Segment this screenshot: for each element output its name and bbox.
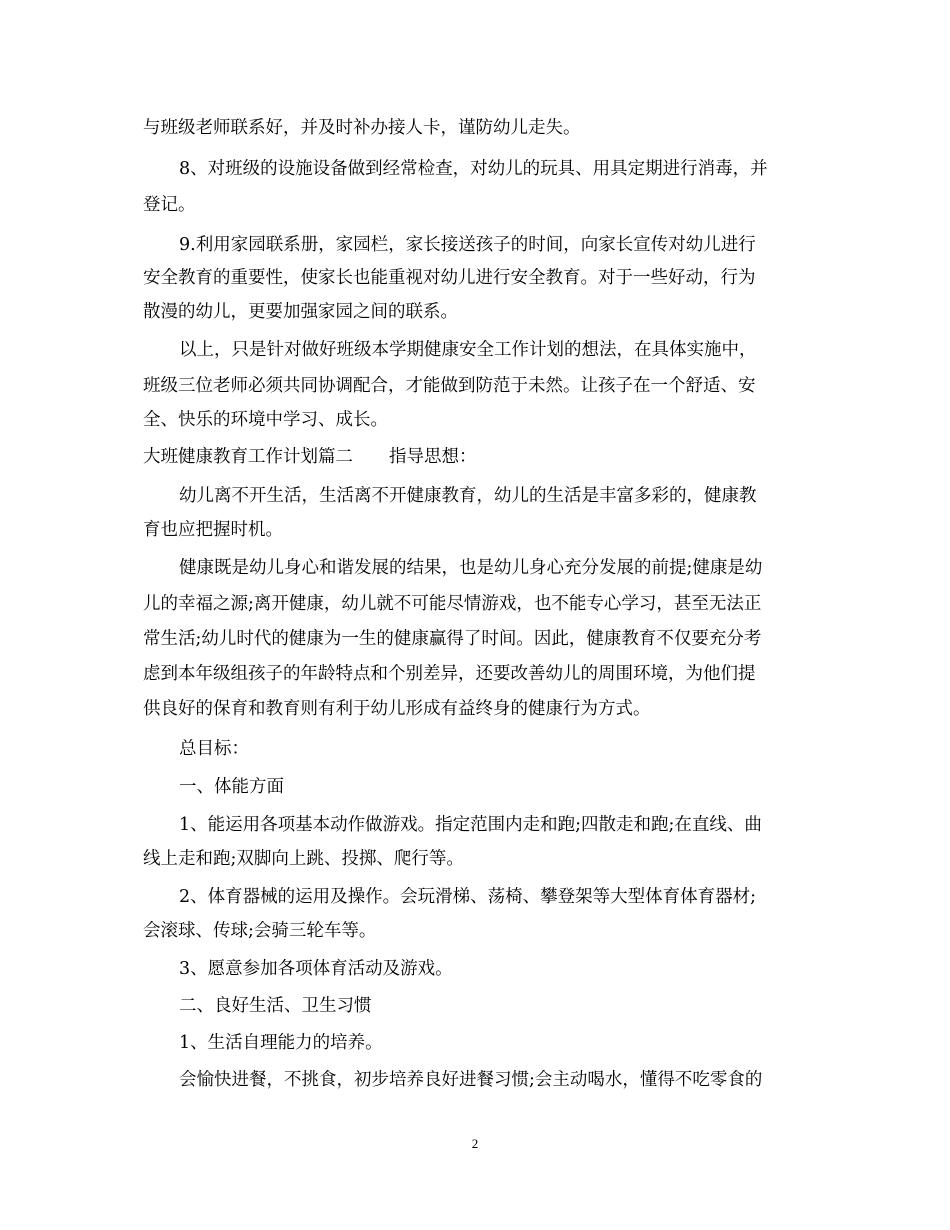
text-line: 安全教育的重要性，使家长也能重视对幼儿进行安全教育。对于一些好动，行为 — [143, 268, 756, 288]
text-line: 育也应把握时机。 — [143, 520, 283, 540]
text-line: 以上，只是针对做好班级本学期健康安全工作计划的想法，在具体实施中， — [179, 340, 757, 360]
text-line: 1、能运用各项基本动作做游戏。指定范围内走和跑;四散走和跑;在直线、曲 — [179, 815, 762, 835]
text-line: 常生活;幼儿时代的健康为一生的健康赢得了时间。因此，健康教育不仅要充分考 — [143, 629, 762, 649]
text-line: 与班级老师联系好，并及时补办接人卡，谨防幼儿走失。 — [143, 118, 581, 138]
text-line: 会滚球、传球;会骑三轮车等。 — [143, 921, 377, 941]
text-line: 供良好的保育和教育则有利于幼儿形成有益终身的健康行为方式。 — [143, 699, 651, 719]
text-line: 9.利用家园联系册，家园栏，家长接送孩子的时间，向家长宣传对幼儿进行 — [179, 235, 756, 255]
text-line: 全、快乐的环境中学习、成长。 — [143, 410, 388, 430]
text-line: 二、良好生活、卫生习惯 — [179, 996, 372, 1016]
section-heading — [143, 445, 477, 469]
text-line: 虑到本年级组孩子的年龄特点和个别差异，还要改善幼儿的周围环境，为他们提 — [143, 664, 756, 684]
text-line: 幼儿离不开生活，生活离不开健康教育，幼儿的生活是丰富多彩的，健康教 — [179, 486, 757, 506]
text-line: 8、对班级的设施设备做到经常检查，对幼儿的玩具、用具定期进行消毒，并 — [179, 159, 768, 179]
text-line: 一、体能方面 — [179, 777, 284, 797]
text-line: 1、生活自理能力的培养。 — [179, 1033, 383, 1053]
text-line: 儿的幸福之源;离开健康，幼儿就不可能尽情游戏，也不能专心学习，甚至无法正 — [143, 594, 762, 614]
text-line: 班级三位老师必须共同协调配合，才能做到防范于未然。让孩子在一个舒适、安 — [143, 376, 756, 396]
text-line: 线上走和跑;双脚向上跳、投掷、爬行等。 — [143, 849, 464, 869]
page-number: 2 — [471, 1136, 479, 1151]
section-title: 大班健康教育工作计划篇二 — [143, 447, 353, 467]
text-line: 3、愿意参加各项体育活动及游戏。 — [179, 959, 453, 979]
section-subtitle: 指导思想： — [389, 447, 477, 467]
text-line: 总目标： — [179, 739, 249, 759]
text-line: 健康既是幼儿身心和谐发展的结果，也是幼儿身心充分发展的前提;健康是幼 — [179, 558, 763, 578]
text-line: 2、体育器械的运用及操作。会玩滑梯、荡椅、攀登架等大型体育体育器材; — [179, 887, 757, 907]
text-line: 会愉快进餐，不挑食，初步培养良好进餐习惯;会主动喝水，懂得不吃零食的 — [179, 1070, 763, 1090]
text-line: 散漫的幼儿，更要加强家园之间的联系。 — [143, 302, 458, 322]
text-line: 登记。 — [143, 195, 196, 215]
